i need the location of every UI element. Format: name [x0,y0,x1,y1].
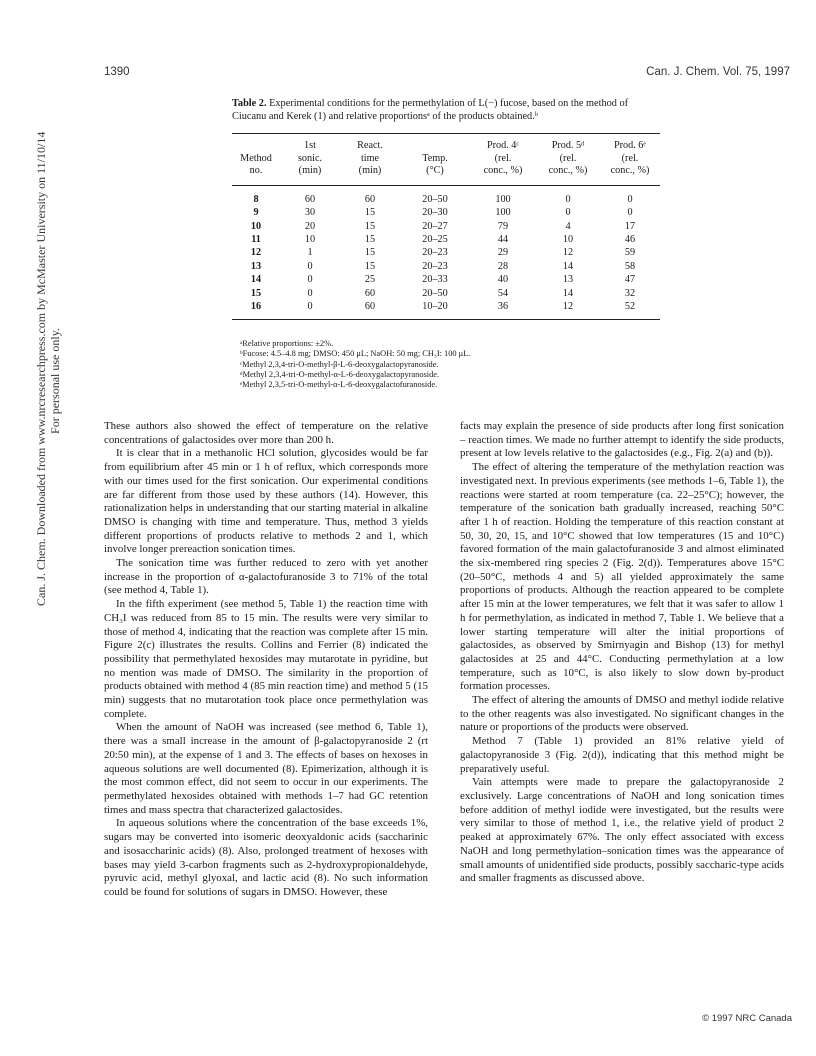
cell-method: 8 [253,193,259,205]
cell: 40 [497,274,509,286]
header-first-sonication: 1st sonic. (min) [297,140,323,177]
cell: 60 [364,287,376,299]
journal-header: Can. J. Chem. Vol. 75, 1997 [646,66,790,78]
paragraph: Vain attempts were made to prepare the galactopyranoside 2 exclusively. Large concentrations of NaOH and long sonication times before addition of methyl iodide were investigated, but the results were very similar to those of method 1, i.e., the relative yield of product 2 peaked at approximately 67%. The only effect associated with excess NaOH and long permethylation–sonication times was the appearance of small amounts of unidentified side products, possibly saccharic-type acids and smaller fragments as discussed above. [460,776,784,885]
cell-method: 12 [250,247,262,259]
table-row [232,220,660,233]
table-footnotes [240,339,680,390]
cell: 28 [497,260,509,272]
cell: 100 [495,207,511,219]
table-header-row [232,134,660,186]
right-column [460,420,784,886]
header-method: Method no. [240,152,272,177]
table-row [232,300,660,320]
paragraph: When the amount of NaOH was increased (see method 6, Table 1), there was a small increase in the amount of β-galactopyranoside 2 (rt 20:50 min), at the expense of 1 and 3. The effects of bases on hexoses in aqueous solutions are well documented (8). Epimerization, although it is the most common effect, did not seem to occur in our experiments. The permethylated hexosides obtained with methods 1–7 had GC retention times and mass spectra that characterized galactosides. [104,721,428,816]
cell: 1 [307,247,313,259]
cell: 52 [624,301,636,313]
cell: 20–27 [422,220,448,232]
download-notice-line2: For personal use only. [48,328,62,434]
footnote: ᵉMethyl 2,3,5-tri-O-methyl-α-L-6-deoxygalactofuranoside. [240,380,438,390]
cell: 0 [307,287,313,299]
cell: 15 [364,234,376,245]
table-body [232,185,660,320]
paragraph: Method 7 (Table 1) provided an 81% relative yield of galactopyranoside 3 (Fig. 2(d)), indicating that this method might be preparatively useful. [460,735,784,775]
cell: 29 [497,247,509,259]
cell: 0 [307,274,313,286]
cell: 36 [497,301,509,313]
table-row [232,246,660,259]
cell: 60 [364,301,376,313]
cell: 12 [562,247,574,259]
table-row [232,260,660,273]
cell: 15 [364,260,376,272]
cell: 0 [627,207,633,219]
cell: 0 [307,260,313,272]
cell: 20–33 [422,274,448,286]
cell: 15 [364,207,376,219]
table-caption [232,97,660,123]
cell: 20–50 [422,193,448,205]
paragraph: facts may explain the presence of side products after long first sonication – reaction times. We made no further attempt to identify the side products, present at low levels relative to the galactosides (e.g., Fig. 2(a) and (b)). [460,420,784,460]
cell: 15 [364,220,376,232]
cell: 14 [562,287,574,299]
copyright: © 1997 NRC Canada [702,1013,792,1024]
header-product-4: Prod. 4ᶜ (rel. conc., %) [483,140,523,177]
cell-method: 16 [250,301,262,313]
cell: 47 [624,274,636,286]
header-reaction-time: React. time (min) [357,140,383,177]
header-product-6: Prod. 6ᵉ (rel. conc., %) [610,140,650,177]
cell: 100 [495,193,511,205]
cell: 10 [562,234,574,245]
table-row [232,287,660,300]
cell: 20–23 [422,247,448,259]
cell: 32 [624,287,636,299]
paragraph: The sonication time was further reduced to zero with yet another increase in the proportion of α-galactofuranoside 3 to 71% of the total (see method 4, Table 1). [104,557,428,597]
cell: 17 [624,220,636,232]
cell-method: 14 [250,274,262,286]
cell: 30 [304,207,316,219]
cell: 0 [565,193,571,205]
cell: 12 [562,301,574,313]
cell-method: 15 [250,287,262,299]
cell: 46 [624,234,636,245]
footnote: ᵈMethyl 2,3,4-tri-O-methyl-α-L-6-deoxygalactopyranoside. [240,369,440,379]
cell: 0 [565,207,571,219]
table-row [232,206,660,219]
download-notice [34,131,62,606]
paragraph: The effect of altering the amounts of DMSO and methyl iodide relative to the other reagents was also investigated. No significant changes in the nature or proportions of the products were observed. [460,694,784,734]
cell: 58 [624,260,636,272]
cell: 13 [562,274,574,286]
table-caption-label: Table 2. [232,98,267,109]
table-header [232,134,660,186]
cell: 20–30 [422,207,448,219]
cell: 14 [562,260,574,272]
cell: 60 [304,193,316,205]
cell: 0 [627,193,633,205]
cell: 10 [304,234,316,245]
cell-method: 9 [253,207,259,219]
footnote: ᵃRelative proportions: ±2%. [240,339,334,348]
cell: 4 [565,220,571,232]
table-row [232,273,660,286]
table-caption-text: Experimental conditions for the permethylation of L(−) fucose, based on the method of Ciucanu and Kerek (1) and relative proportionsᵃ of the products obtained.ᵇ [232,98,629,122]
left-column [104,420,428,900]
cell: 20 [304,220,316,232]
download-notice-line1: Can. J. Chem. Downloaded from www.nrcresearchpress.com by McMaster University on 11/10/14 [34,131,48,606]
header-product-5: Prod. 5ᵈ (rel. conc., %) [548,140,588,177]
paragraph: These authors also showed the effect of temperature on the relative concentrations of galactosides over more than 200 h. [104,420,428,446]
table-row [232,233,660,246]
cell-method: 13 [250,260,262,272]
table-2 [232,133,660,320]
cell-method: 10 [250,220,262,232]
cell: 20–50 [422,287,448,299]
cell: 25 [364,274,376,286]
cell: 79 [497,220,509,232]
paragraph: The effect of altering the temperature of the methylation reaction was investigated next. In previous experiments (see methods 1–6, Table 1), the reactions were started at room temperature (ca. 22–25°C); however, the temperature of the sonication bath gradually increased, reaching 50°C after 1 h of reaction. Holding the temperature of this reaction constant at 50, 30, 20, 15, and 10°C showed that low temperatures (15 and 10°C) favored formation of the main galactofuranoside 3 and almost eliminated the six-membered ring species 2 (Fig. 2(d)). Temperatures above 15°C (20–50°C, methods 4 and 5) all yielded approximately the same proportions of products. Although the reaction appeared to be complete after 15 min at the lower temperatures, we felt that it was safer to allow 1 h for permethylation, as indicated in method 7, Table 1. We believe that a lower starting temperature will alter the initial proportions of galactosides, as observed by Smirnyagin and Bishop (13) for methyl galactosides at 25 and 44°C. Conducting permethylation at a low temperature, such as 10°C, is also likely to slow down by-product formation processes. [460,461,784,693]
table-row [232,185,660,206]
cell: 60 [364,193,376,205]
cell: 20–23 [422,260,448,272]
footnote: ᵇFucose: 4.5–4.8 mg; DMSO: 450 μL; NaOH: 50 mg; CH₃I: 100 μL. [240,349,471,359]
cell: 59 [624,247,636,259]
cell: 44 [497,234,509,245]
header-temperature: Temp. (°C) [422,152,448,177]
cell-method: 11 [251,234,261,245]
paragraph: In the fifth experiment (see method 5, Table 1) the reaction time with CH₃I was reduced from 85 to 15 min. The results were very similar to those of method 4, indicating that the reaction was complete after 15 min. Figure 2(c) illustrates the results. Collins and Ferrier (8) indicated the possibility that permethylated hexosides may mutarotate in pyridine, but no mention was made of DMSO. The similarity in the proportion of products obtained with method 4 (85 min reaction time) and method 5 (15 min) suggests that no mutarotation took place once permethylation was complete. [104,598,428,720]
cell: 54 [497,287,509,299]
cell: 10–20 [422,301,448,313]
paragraph: In aqueous solutions where the concentration of the base exceeds 1%, sugars may be converted into isomeric deoxyaldonic acids (saccharinic and isosaccharinic acids) (8). Also, prolonged treatment of hexoses with bases may yield 3-carbon fragments such as 2-hydroxypropionaldehyde, pyruvic acid, methyl glyoxal, and lactic acid (8). No such information could be found for solutions of sugars in DMSO. However, these [104,817,428,898]
footnote: ᶜMethyl 2,3,4-tri-O-methyl-β-L-6-deoxygalactopyranoside. [240,359,439,369]
cell: 20–25 [422,234,448,245]
page-number: 1390 [104,66,130,78]
cell: 0 [307,301,313,313]
cell: 15 [364,247,376,259]
paragraph: It is clear that in a methanolic HCl solution, glycosides would be far from equilibrium after 45 min or 1 h of reflux, which corresponds more with our times used for the first sonication. Our experimental conditions are far different from those used by these authors (14). However, this rationalization helps in understanding that our starting material in alkaline DMSO is changing with time and temperature. Thus, method 3 yields different proportions of products relative to methods 2 and 1, which involve longer prereaction sonication times. [104,447,428,556]
